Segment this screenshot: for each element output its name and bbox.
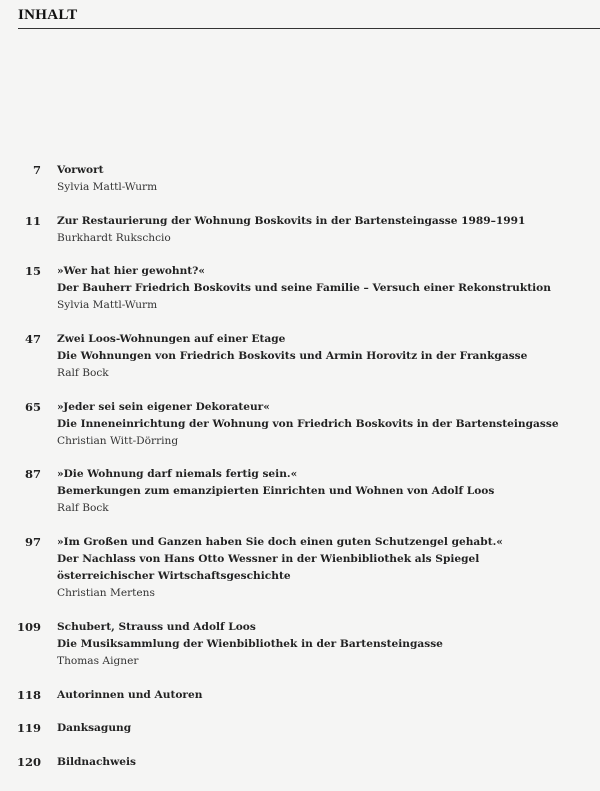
- page-number: 87: [24, 467, 41, 482]
- entry-author: Thomas Aigner: [57, 654, 139, 667]
- page-number: 65: [24, 399, 41, 414]
- toc-entry: [0, 331, 600, 382]
- entry-text: [57, 754, 136, 771]
- table-of-contents: [0, 162, 600, 788]
- entry-author: Christian Witt-Dörring: [57, 434, 179, 447]
- entry-author: Burkhardt Rukschcio: [57, 231, 171, 244]
- page-number: 11: [24, 213, 41, 228]
- entry-text: [57, 619, 443, 670]
- entry-title: Zur Restaurierung der Wohnung Boskovits in der Bartensteingasse 1989–1991: [57, 214, 526, 227]
- entry-subtitle: Die Musiksammlung der Wienbibliothek in der Bartensteingasse: [57, 637, 443, 650]
- entry-text: [57, 399, 559, 450]
- page-number: 15: [24, 264, 41, 279]
- page-number: 109: [16, 619, 41, 634]
- page-number: 97: [24, 535, 41, 550]
- entry-title: Danksagung: [57, 722, 132, 735]
- entry-title: Autorinnen und Autoren: [57, 688, 203, 701]
- entry-subtitle: Bemerkungen zum emanzipierten Einrichten und Wohnen von Adolf Loos: [57, 485, 495, 498]
- entry-author: Ralf Bock: [57, 367, 109, 380]
- entry-text: [57, 534, 503, 602]
- toc-entry: [0, 687, 600, 704]
- toc-entry: [0, 534, 600, 602]
- toc-entry: [0, 162, 600, 196]
- entry-subtitle: Der Nachlass von Hans Otto Wessner in der Wienbibliothek als Spiegel: [57, 553, 480, 566]
- entry-title: »Wer hat hier gewohnt?«: [57, 265, 206, 278]
- entry-author: Sylvia Mattl-Wurm: [57, 299, 158, 312]
- toc-entry: [0, 720, 600, 737]
- entry-title: Vorwort: [57, 164, 104, 176]
- page-number: 7: [32, 163, 41, 177]
- page-number: 47: [24, 332, 41, 347]
- entry-text: [57, 466, 494, 517]
- toc-entry: [0, 466, 600, 517]
- page-heading: INHALT: [18, 7, 78, 23]
- entry-author: Sylvia Mattl-Wurm: [57, 181, 158, 193]
- entry-subtitle: Die Wohnungen von Friedrich Boskovits und Armin Horovitz in der Frankgasse: [57, 350, 528, 363]
- toc-entry: [0, 619, 600, 670]
- toc-entry: [0, 213, 600, 247]
- entry-title: Bildnachweis: [57, 755, 136, 768]
- entry-title: Zwei Loos-Wohnungen auf einer Etage: [57, 333, 286, 346]
- entry-subtitle: Die Inneneinrichtung der Wohnung von Friedrich Boskovits in der Bartensteingasse: [57, 417, 559, 430]
- entry-text: [57, 213, 525, 247]
- heading-rule: [18, 28, 600, 29]
- entry-text: [57, 687, 202, 704]
- entry-text: [57, 331, 527, 382]
- entry-text: [57, 162, 157, 196]
- entry-title: »Im Großen und Ganzen haben Sie doch einen guten Schutzengel gehabt.«: [57, 536, 503, 549]
- entry-text: [57, 263, 551, 314]
- page-number: 120: [16, 754, 41, 769]
- entry-subtitle: Der Bauherr Friedrich Boskovits und seine Familie – Versuch einer Rekonstruktion: [57, 282, 551, 295]
- entry-title: »Die Wohnung darf niemals fertig sein.«: [57, 468, 298, 481]
- page-number: 118: [16, 687, 41, 702]
- entry-author: Christian Mertens: [57, 587, 155, 600]
- entry-subtitle: österreichischer Wirtschaftsgeschichte: [57, 570, 291, 583]
- entry-author: Ralf Bock: [57, 502, 109, 515]
- page-number: 119: [16, 721, 41, 736]
- toc-entry: [0, 754, 600, 771]
- toc-entry: [0, 399, 600, 450]
- entry-text: [57, 720, 131, 737]
- entry-title: Schubert, Strauss und Adolf Loos: [57, 620, 256, 633]
- toc-entry: [0, 263, 600, 314]
- entry-title: »Jeder sei sein eigener Dekorateur«: [57, 400, 270, 413]
